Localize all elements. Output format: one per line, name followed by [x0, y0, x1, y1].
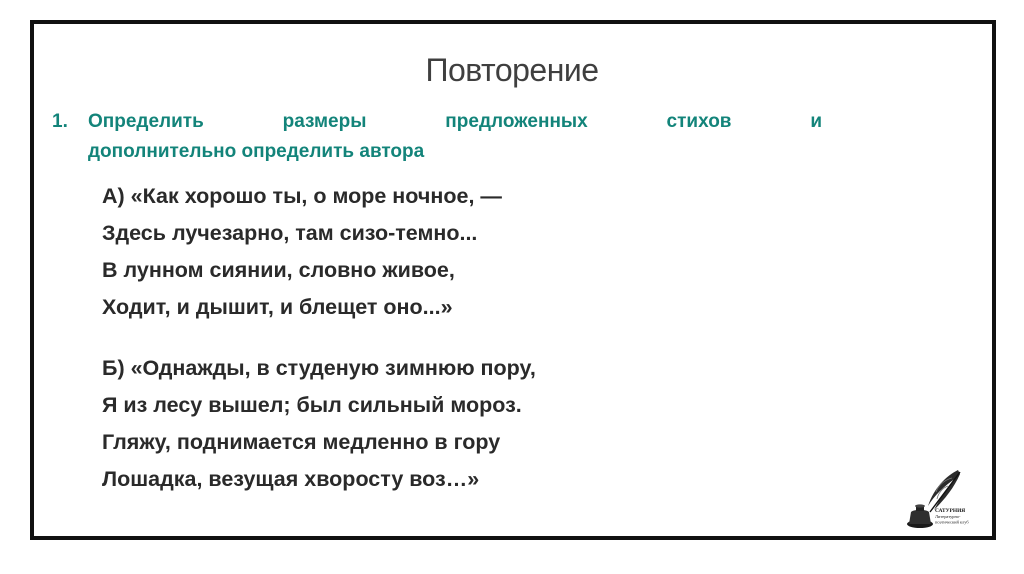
logo-name: САТУРНИЯ: [935, 508, 966, 514]
poem-line: Здесь лучезарно, там сизо-темно...: [102, 221, 478, 245]
poem-line: В лунном сиянии, словно живое,: [102, 258, 455, 282]
logo-caption-2: поэтический клуб: [935, 519, 969, 525]
poem-line: Гляжу, поднимается медленно в гору: [102, 430, 501, 454]
quill-inkwell-icon: [900, 466, 982, 532]
poem-line: Лошадка, везущая хворосту воз…»: [102, 467, 480, 491]
task-number: 1.: [52, 111, 68, 132]
task-line-1: [88, 108, 822, 136]
poem-b: [102, 350, 536, 498]
poem-line: Я из лесу вышел; был сильный мороз.: [102, 393, 522, 417]
task-word: и: [810, 111, 822, 132]
task-word: размеры: [282, 111, 367, 132]
poem-line: А) «Как хорошо ты, о море ночное, —: [102, 184, 502, 208]
club-logo: [900, 466, 982, 532]
poem-a: [102, 178, 502, 326]
task-word: Определить: [88, 111, 204, 132]
slide-title: Повторение: [425, 52, 599, 88]
task-line-2: дополнительно определить автора: [88, 141, 425, 162]
poem-line: Б) «Однажды, в студеную зимнюю пору,: [102, 356, 536, 380]
poem-line: Ходит, и дышит, и блещет оно...»: [102, 295, 453, 319]
task-word: предложенных: [445, 111, 588, 132]
logo-caption-1: Литературно-: [935, 514, 961, 519]
task-word: стихов: [666, 111, 732, 132]
